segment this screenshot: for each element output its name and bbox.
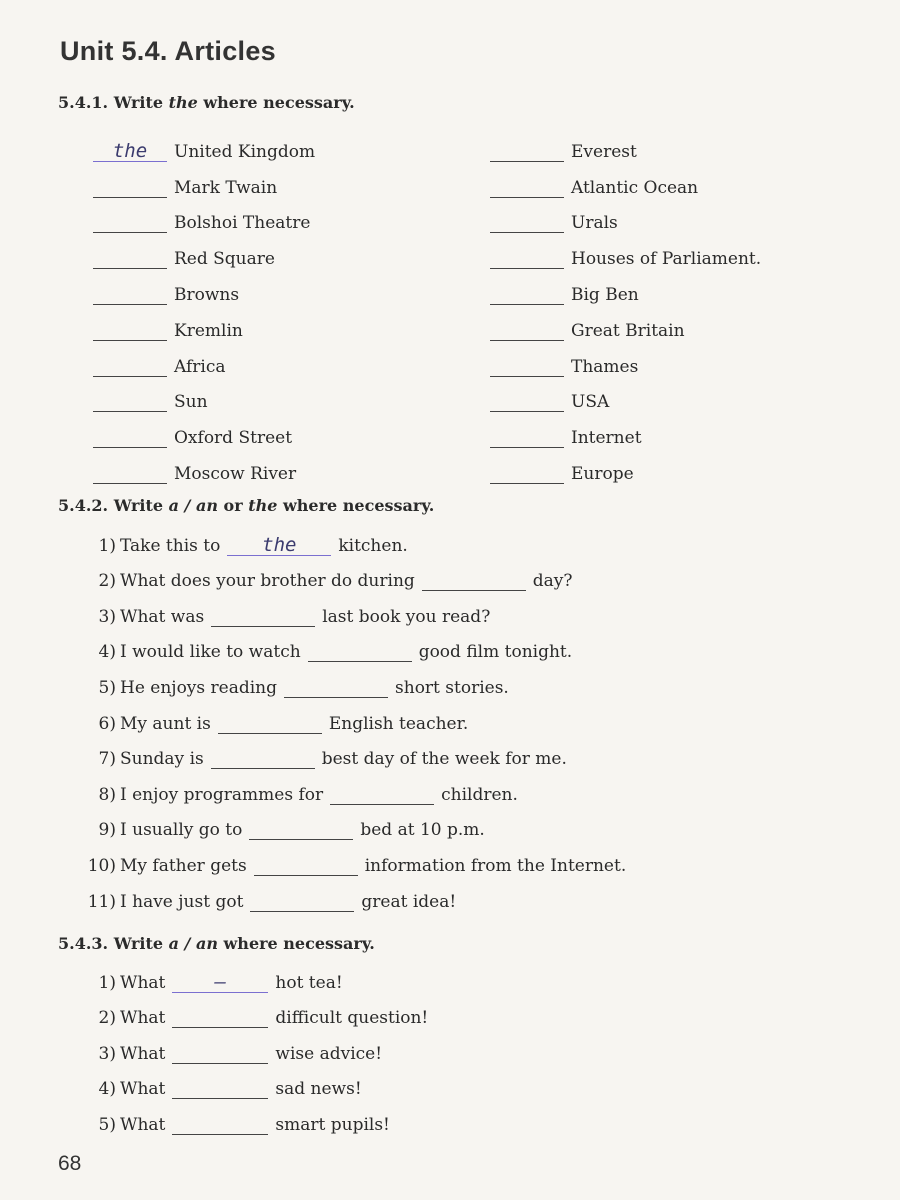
answer-blank[interactable] <box>172 1114 268 1135</box>
list-item <box>78 1099 428 1135</box>
answer-blank[interactable] <box>490 248 564 269</box>
list-item <box>78 591 626 627</box>
item-text-before: My aunt is <box>120 713 211 734</box>
list-item <box>490 198 813 234</box>
item-text-after: hot tea! <box>275 972 343 993</box>
answer-blank[interactable] <box>490 463 564 484</box>
instruction-text: where necessary. <box>223 934 375 953</box>
list-item <box>490 233 813 269</box>
exercise-number: 5.4.2. <box>58 496 109 515</box>
answer-blank[interactable] <box>490 320 564 341</box>
handwritten-answer: the <box>112 139 148 162</box>
answer-blank[interactable] <box>227 535 331 556</box>
instruction-emphasis: the <box>168 93 198 112</box>
list-item <box>93 198 490 234</box>
list-item <box>93 377 490 413</box>
item-number: 1) <box>98 972 116 993</box>
handwritten-answer: the <box>262 533 297 556</box>
item-number: 6) <box>98 713 116 734</box>
list-item <box>490 305 813 341</box>
handwritten-answer: – <box>214 970 227 993</box>
item-text-before: Take this to <box>120 535 221 556</box>
answer-blank[interactable] <box>249 819 353 840</box>
item-number: 1) <box>98 535 116 556</box>
exercise-1-items <box>93 126 813 484</box>
item-number: 3) <box>98 1043 116 1064</box>
answer-blank[interactable] <box>490 177 564 198</box>
item-number: 4) <box>98 1079 116 1100</box>
answer-blank[interactable] <box>172 1043 268 1064</box>
item-text: Thames <box>571 356 639 377</box>
list-item <box>490 162 813 198</box>
item-text-after: kitchen. <box>338 535 408 556</box>
item-text: Mark Twain <box>174 177 278 198</box>
answer-blank[interactable] <box>93 141 167 162</box>
item-text: Everest <box>571 141 637 162</box>
item-text: Atlantic Ocean <box>571 177 699 198</box>
item-number: 9) <box>98 820 116 841</box>
item-text-after: information from the Internet. <box>364 855 627 876</box>
exercise-number: 5.4.3. <box>58 934 109 953</box>
answer-blank[interactable] <box>93 284 167 305</box>
list-item <box>490 448 813 484</box>
item-text-before: What <box>120 1008 166 1029</box>
item-text: Bolshoi Theatre <box>174 213 311 234</box>
list-item <box>78 1064 428 1100</box>
item-text-after: wise advice! <box>275 1043 383 1064</box>
item-text: Browns <box>174 284 240 305</box>
item-text: Africa <box>174 356 226 377</box>
instruction-emphasis: the <box>248 496 278 515</box>
item-number: 4) <box>98 642 116 663</box>
unit-title: Unit 5.4. Articles <box>60 36 276 66</box>
item-text-before: What <box>120 1114 166 1135</box>
item-text: Moscow River <box>174 463 297 484</box>
item-text-before: What <box>120 972 166 993</box>
item-text-after: smart pupils! <box>275 1114 390 1135</box>
item-text-after: English teacher. <box>328 713 469 734</box>
answer-blank[interactable] <box>490 391 564 412</box>
exercise-number: 5.4.1. <box>58 93 109 112</box>
item-text-after: great idea! <box>361 891 457 912</box>
item-text-before: Sunday is <box>120 749 204 770</box>
answer-blank[interactable] <box>490 284 564 305</box>
answer-blank[interactable] <box>490 427 564 448</box>
item-text-before: My father gets <box>120 855 247 876</box>
instruction-text: Write <box>113 496 164 515</box>
list-item <box>490 126 813 162</box>
item-text-before: I enjoy programmes for <box>120 784 324 805</box>
item-text-before: I have just got <box>120 891 244 912</box>
answer-blank[interactable] <box>93 427 167 448</box>
list-item <box>78 556 626 592</box>
list-item <box>78 840 626 876</box>
item-text: Houses of Parliament. <box>571 249 762 270</box>
item-text: Big Ben <box>571 284 639 305</box>
item-text: Europe <box>571 463 634 484</box>
answer-blank[interactable] <box>284 677 388 698</box>
list-item <box>93 269 490 305</box>
answer-blank[interactable] <box>172 1007 268 1028</box>
list-item <box>78 957 428 993</box>
item-text-after: bed at 10 p.m. <box>360 820 485 841</box>
answer-blank[interactable] <box>218 713 322 734</box>
answer-blank[interactable] <box>422 570 526 591</box>
item-text: USA <box>571 392 610 413</box>
exercise-1-heading <box>58 93 355 112</box>
item-text: Oxford Street <box>174 428 293 449</box>
item-text: Red Square <box>174 249 275 270</box>
item-text-after: day? <box>532 571 573 592</box>
list-item <box>78 769 626 805</box>
item-text-after: difficult question! <box>275 1008 429 1029</box>
answer-blank[interactable] <box>330 784 434 805</box>
item-text-after: best day of the week for me. <box>321 749 567 770</box>
answer-blank[interactable] <box>93 356 167 377</box>
list-item <box>93 233 490 269</box>
list-item <box>78 1028 428 1064</box>
list-item <box>93 341 490 377</box>
list-item <box>490 341 813 377</box>
exercise-3-items <box>78 957 428 1135</box>
list-item <box>78 627 626 663</box>
list-item <box>78 805 626 841</box>
item-number: 11) <box>87 891 116 912</box>
item-text-before: What does your brother do during <box>120 571 415 592</box>
page-number: 68 <box>58 1152 82 1175</box>
list-item <box>78 993 428 1029</box>
answer-blank[interactable] <box>211 748 315 769</box>
instruction-text: where necessary. <box>283 496 435 515</box>
list-item <box>93 448 490 484</box>
answer-blank[interactable] <box>93 212 167 233</box>
item-text: Great Britain <box>571 320 685 341</box>
item-text-after: sad news! <box>275 1079 362 1100</box>
exercise-2-heading <box>58 496 434 515</box>
answer-blank[interactable] <box>93 463 167 484</box>
item-text: Urals <box>571 213 618 234</box>
answer-blank[interactable] <box>93 177 167 198</box>
list-item <box>490 377 813 413</box>
answer-blank[interactable] <box>93 320 167 341</box>
instruction-text: Write <box>113 93 164 112</box>
item-text: United Kingdom <box>174 141 316 162</box>
item-text-before: What <box>120 1079 166 1100</box>
item-text-after: last book you read? <box>322 606 491 627</box>
list-item <box>78 520 626 556</box>
answer-blank[interactable] <box>490 356 564 377</box>
list-item <box>93 162 490 198</box>
list-item <box>93 126 490 162</box>
answer-blank[interactable] <box>490 212 564 233</box>
item-number: 8) <box>98 784 116 805</box>
answer-blank[interactable] <box>254 855 358 876</box>
item-text-after: short stories. <box>395 677 509 698</box>
item-number: 2) <box>98 1008 116 1029</box>
item-number: 10) <box>87 855 116 876</box>
item-text-before: What was <box>120 606 205 627</box>
answer-blank[interactable] <box>211 606 315 627</box>
item-text-before: What <box>120 1043 166 1064</box>
instruction-emphasis: a / an <box>168 934 218 953</box>
answer-blank[interactable] <box>308 641 412 662</box>
instruction-emphasis: a / an <box>168 496 218 515</box>
item-text: Kremlin <box>174 320 243 341</box>
item-text: Internet <box>571 428 642 449</box>
item-text-before: I would like to watch <box>120 642 301 663</box>
item-text-after: children. <box>441 784 518 805</box>
answer-blank[interactable] <box>250 891 354 912</box>
list-item <box>78 662 626 698</box>
exercise-3-heading <box>58 934 375 953</box>
item-text-before: He enjoys reading <box>120 677 278 698</box>
answer-blank[interactable] <box>93 391 167 412</box>
answer-blank[interactable] <box>93 248 167 269</box>
list-item <box>490 412 813 448</box>
list-item <box>490 269 813 305</box>
instruction-text: Write <box>113 934 164 953</box>
list-item <box>93 305 490 341</box>
item-text-after: good film tonight. <box>418 642 573 663</box>
item-number: 2) <box>98 571 116 592</box>
item-number: 5) <box>98 1114 116 1135</box>
exercise-2-items <box>78 520 626 912</box>
list-item <box>78 698 626 734</box>
item-number: 3) <box>98 606 116 627</box>
list-item <box>78 876 626 912</box>
instruction-text: where necessary. <box>203 93 355 112</box>
answer-blank[interactable] <box>490 141 564 162</box>
instruction-text: or <box>223 496 243 515</box>
item-text-before: I usually go to <box>120 820 243 841</box>
item-text: Sun <box>174 392 208 413</box>
list-item <box>78 734 626 770</box>
item-number: 7) <box>98 749 116 770</box>
list-item <box>93 412 490 448</box>
answer-blank[interactable] <box>172 1078 268 1099</box>
item-number: 5) <box>98 677 116 698</box>
answer-blank[interactable] <box>172 972 268 993</box>
